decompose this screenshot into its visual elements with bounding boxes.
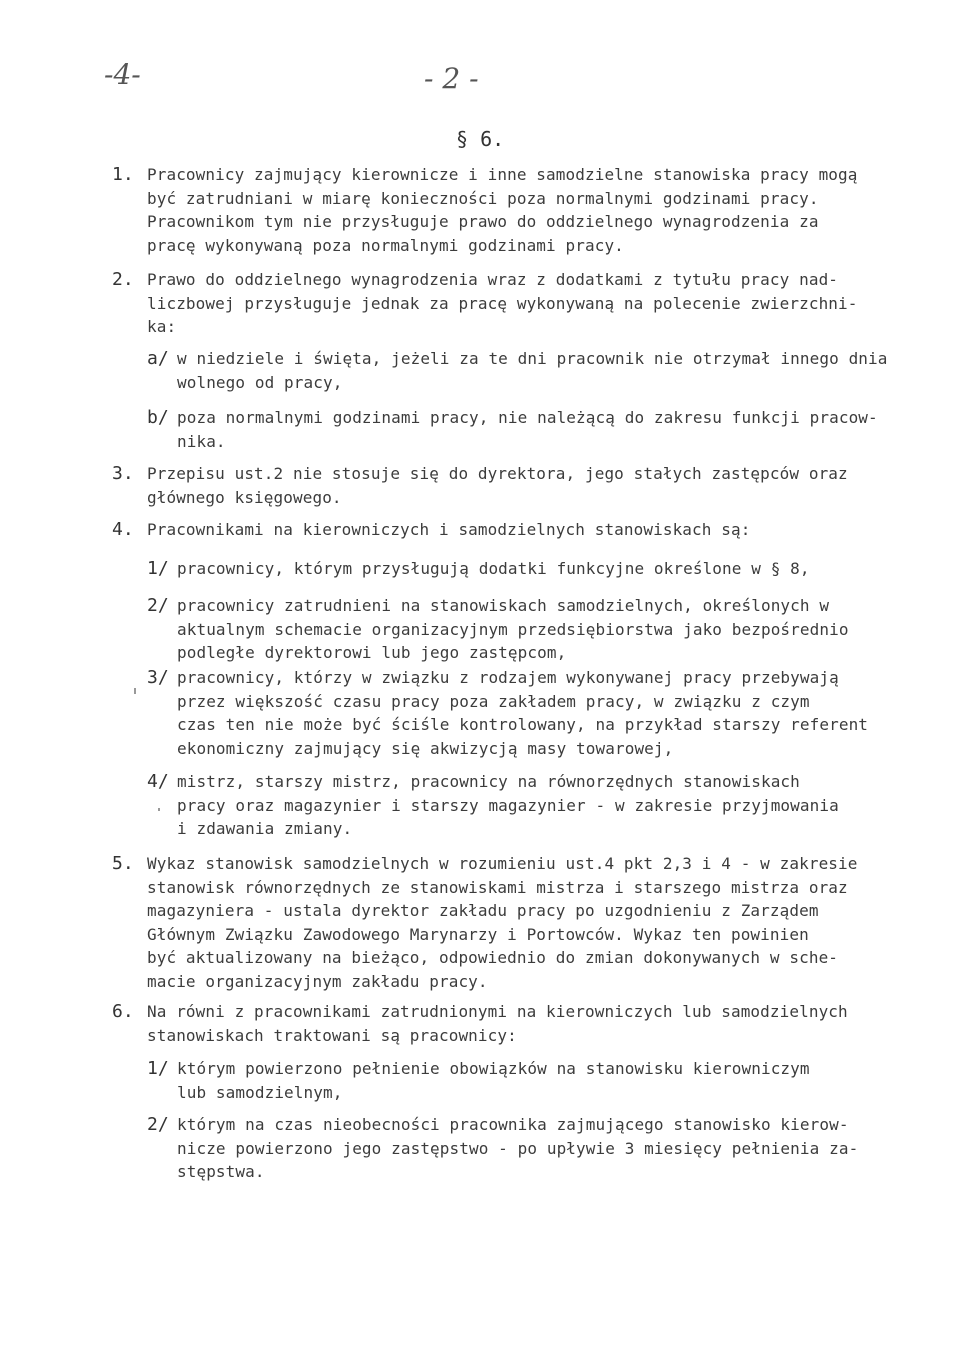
list-item bbox=[177, 770, 839, 841]
item-line: stępstwa. bbox=[177, 1162, 265, 1181]
item-line: ekonomiczny zajmujący się akwizycją masy towarowej, bbox=[177, 738, 674, 758]
item-label: 4/ bbox=[147, 771, 169, 792]
handwritten-margin-note: -4- bbox=[104, 58, 141, 91]
item-line: nicze powierzono jego zastępstwo - po upływie 3 miesięcy pełnienia za- bbox=[177, 1138, 859, 1158]
item-line: pracownicy, którym przysługują dodatki funkcyjne określone w § 8, bbox=[177, 559, 810, 578]
list-item bbox=[177, 1113, 858, 1184]
paragraph-line: być zatrudniani w miarę konieczności poza normalnymi godzinami pracy. bbox=[147, 188, 819, 208]
item-label: a/ bbox=[147, 348, 169, 369]
section-heading: § 6. bbox=[456, 127, 505, 151]
item-line: i zdawania zmiany. bbox=[177, 819, 353, 838]
paragraph-5-number: 5. bbox=[112, 853, 134, 874]
paragraph-4-number: 4. bbox=[112, 519, 134, 540]
item-line: lub samodzielnym, bbox=[177, 1082, 343, 1102]
item-line: którym powierzono pełnienie obowiązków na stanowisku kierowniczym bbox=[177, 1059, 810, 1078]
paragraph-line: głównego księgowego. bbox=[147, 487, 342, 507]
item-line: wolnego od pracy, bbox=[177, 372, 343, 392]
list-item bbox=[177, 557, 810, 581]
paragraph-line: Przepisu ust.2 nie stosuje się do dyrektora, jego stałych zastępców oraz bbox=[147, 464, 848, 483]
item-line: przez większość czasu pracy poza zakładem pracy, w związku z czym bbox=[177, 691, 810, 711]
paragraph-3-number: 3. bbox=[112, 463, 134, 484]
item-line: aktualnym schemacie organizacyjnym przedsiębiorstwa jako bezpośrednio bbox=[177, 619, 849, 639]
paragraph-6-number: 6. bbox=[112, 1001, 134, 1022]
item-line: którym na czas nieobecności pracownika zajmującego stanowisko kierow- bbox=[177, 1115, 849, 1134]
paragraph-line: liczbowej przysługuje jednak za pracę wykonywaną na polecenie zwierzchni- bbox=[147, 293, 858, 313]
item-line: pracownicy, którzy w związku z rodzajem wykonywanej pracy przebywają bbox=[177, 668, 839, 687]
paragraph-6 bbox=[147, 1000, 848, 1047]
scan-mark bbox=[134, 688, 136, 694]
paragraph-line: stanowisk równorzędnych ze stanowiskami mistrza i starszego mistrza oraz bbox=[147, 877, 848, 897]
paragraph-1 bbox=[147, 163, 858, 257]
paragraph-line: pracę wykonywaną poza normalnymi godzinami pracy. bbox=[147, 235, 624, 255]
paragraph-line: macie organizacyjnym zakładu pracy. bbox=[147, 971, 488, 991]
list-item bbox=[177, 594, 849, 665]
paragraph-line: Pracownicy zajmujący kierownicze i inne samodzielne stanowiska pracy mogą bbox=[147, 165, 858, 184]
paragraph-3 bbox=[147, 462, 848, 509]
list-item bbox=[177, 666, 868, 760]
paragraph-line: stanowiskach traktowani są pracownicy: bbox=[147, 1025, 517, 1045]
paragraph-line: Wykaz stanowisk samodzielnych w rozumieniu ust.4 pkt 2,3 i 4 - w zakresie bbox=[147, 854, 858, 873]
list-item bbox=[177, 406, 878, 453]
paragraph-2-number: 2. bbox=[112, 269, 134, 290]
item-label: 2/ bbox=[147, 595, 169, 616]
paragraph-1-number: 1. bbox=[112, 164, 134, 185]
paragraph-2 bbox=[147, 268, 858, 339]
paragraph-line: Pracownikami na kierowniczych i samodzielnych stanowiskach są: bbox=[147, 520, 751, 539]
paragraph-line: Na równi z pracownikami zatrudnionymi na kierowniczych lub samodzielnych bbox=[147, 1002, 848, 1021]
item-line: pracy oraz magazynier i starszy magazynier - w zakresie przyjmowania bbox=[177, 795, 839, 815]
item-line: poza normalnymi godzinami pracy, nie należącą do zakresu funkcji pracow- bbox=[177, 408, 878, 427]
item-line: pracownicy zatrudnieni na stanowiskach samodzielnych, określonych w bbox=[177, 596, 830, 615]
item-label: 1/ bbox=[147, 1058, 169, 1079]
item-line: mistrz, starszy mistrz, pracownicy na równorzędnych stanowiskach bbox=[177, 772, 800, 791]
item-label: b/ bbox=[147, 407, 169, 428]
paragraph-line: być aktualizowany na bieżąco, odpowiednio do zmian dokonywanych w sche- bbox=[147, 948, 839, 967]
scan-mark bbox=[158, 808, 160, 811]
paragraph-4 bbox=[147, 518, 750, 542]
paragraph-line: ka: bbox=[147, 317, 177, 336]
item-label: 2/ bbox=[147, 1114, 169, 1135]
paragraph-line: Pracownikom tym nie przysługuje prawo do oddzielnego wynagrodzenia za bbox=[147, 212, 819, 231]
handwritten-page-number: - 2 - bbox=[424, 62, 479, 95]
item-line: w niedziele i święta, jeżeli za te dni pracownik nie otrzymał innego dnia bbox=[177, 349, 888, 368]
paragraph-line: magazyniera - ustala dyrektor zakładu pracy po uzgodnieniu z Zarządem bbox=[147, 901, 819, 920]
paragraph-line: Głównym Związku Zawodowego Marynarzy i Portowców. Wykaz ten powinien bbox=[147, 924, 809, 944]
item-line: podległe dyrektorowi lub jego zastępcom, bbox=[177, 643, 567, 662]
item-line: czas ten nie może być ściśle kontrolowany, na przykład starszy referent bbox=[177, 715, 869, 734]
list-item bbox=[177, 347, 888, 394]
item-line: nika. bbox=[177, 431, 226, 451]
item-label: 1/ bbox=[147, 558, 169, 579]
paragraph-5 bbox=[147, 852, 858, 993]
list-item bbox=[177, 1057, 810, 1104]
paragraph-line: Prawo do oddzielnego wynagrodzenia wraz z dodatkami z tytułu pracy nad- bbox=[147, 270, 839, 289]
item-label: 3/ bbox=[147, 667, 169, 688]
